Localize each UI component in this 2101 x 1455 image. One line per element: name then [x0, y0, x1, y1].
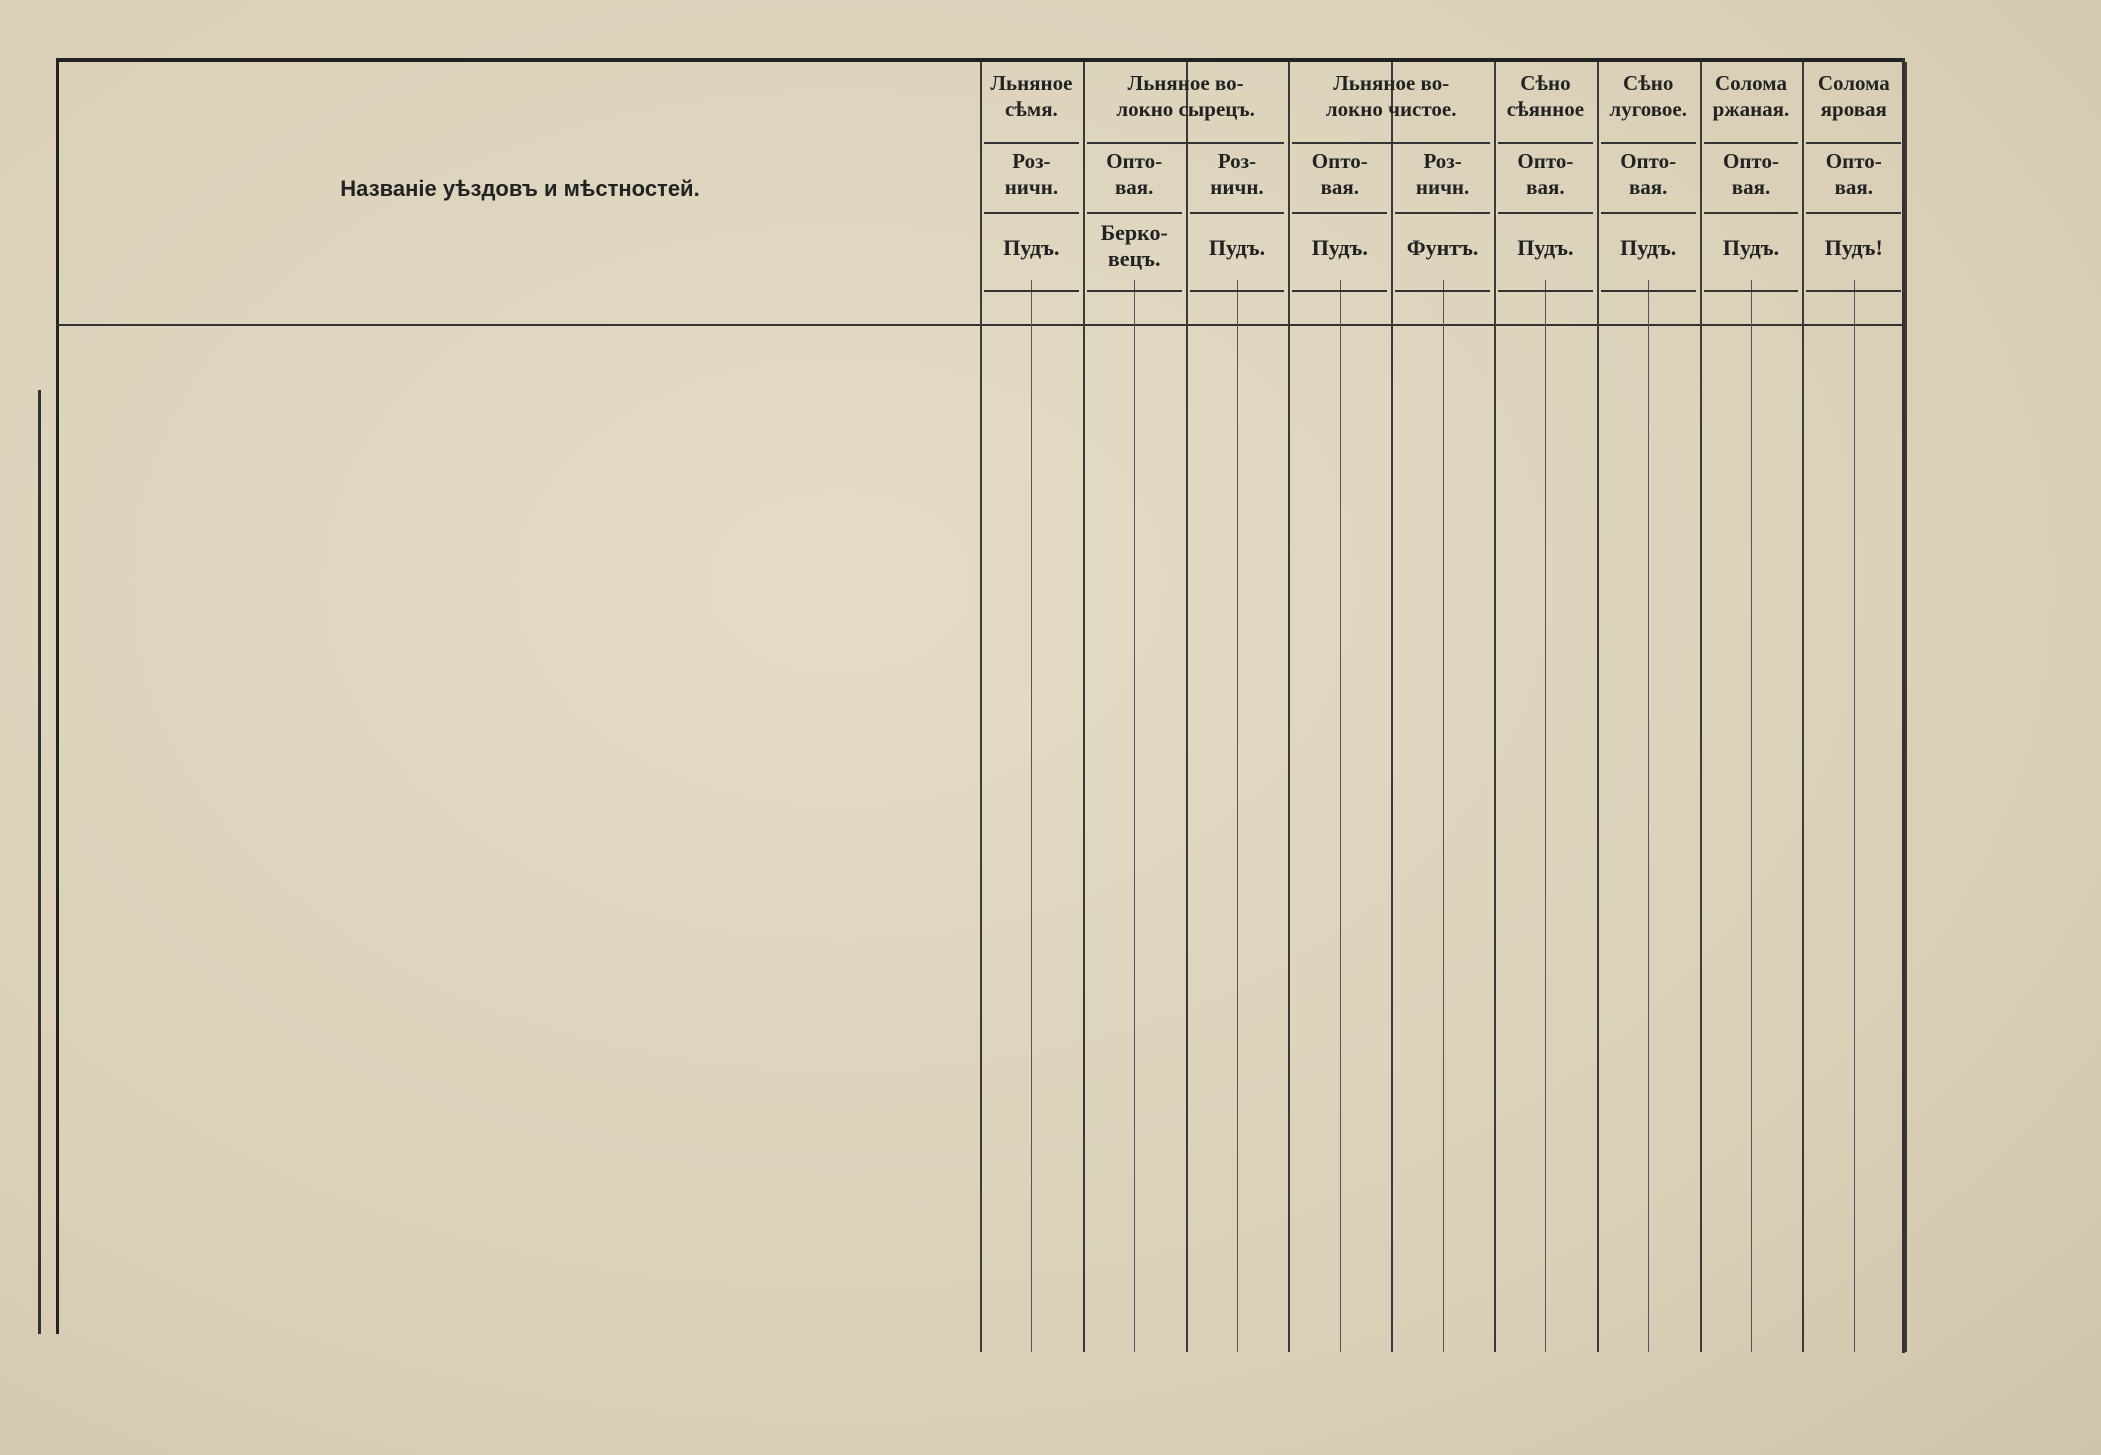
column-rule	[1751, 280, 1752, 1352]
column-header-sale-type: Опто- вая.	[1311, 149, 1368, 199]
column-rule	[1134, 280, 1135, 1352]
header-rule	[1395, 212, 1490, 214]
column-header-sale-type: Роз- ничн.	[1210, 149, 1264, 199]
column-header-unit: Пудъ.	[1003, 235, 1060, 260]
header-rule	[1704, 290, 1799, 292]
header-rule	[1087, 212, 1182, 214]
column-rule	[1854, 280, 1855, 1352]
column-header-unit: Берко- вецъ.	[1100, 220, 1168, 271]
header-rule	[984, 290, 1079, 292]
header-rule	[1601, 290, 1696, 292]
header-rule	[1704, 212, 1799, 214]
header-rule	[1087, 142, 1285, 144]
column-rule	[1545, 280, 1546, 1352]
column-header-unit: Пудъ.	[1517, 235, 1574, 260]
header-rule	[1190, 212, 1285, 214]
header-rule	[1806, 212, 1901, 214]
column-rule	[1340, 280, 1341, 1352]
column-rule	[1648, 280, 1649, 1352]
header-rule	[984, 212, 1079, 214]
header-rule	[1601, 212, 1696, 214]
header-rule	[1498, 212, 1593, 214]
column-header-product: Солома яровая	[1817, 71, 1890, 121]
header-rule	[1601, 142, 1696, 144]
header-rule	[1498, 142, 1593, 144]
header-rule	[1087, 290, 1182, 292]
column-header-unit: Пудъ.	[1620, 235, 1677, 260]
column-header-product: Льняное во- локно чистое.	[1325, 71, 1457, 121]
column-header-sale-type: Опто- вая.	[1517, 149, 1574, 199]
header-rule	[1292, 212, 1387, 214]
column-header-unit: Пудъ.	[1311, 235, 1368, 260]
header-rule	[1395, 290, 1490, 292]
header-rule	[1704, 142, 1799, 144]
column-header-product: Сѣно луговое.	[1609, 71, 1687, 121]
header-rule	[1498, 290, 1593, 292]
column-header-unit: Пудъ.	[1208, 235, 1266, 260]
header-rule	[1190, 290, 1285, 292]
left-margin-mark	[38, 470, 41, 1334]
column-header-sale-type: Опто- вая.	[1106, 149, 1163, 199]
column-header-sale-type: Роз- ничн.	[1415, 149, 1470, 199]
column-rule	[1905, 62, 1907, 1352]
header-rule	[1806, 142, 1901, 144]
column-header-unit: Фунтъ.	[1406, 235, 1479, 260]
column-header-product: Льняное сѣмя.	[990, 71, 1073, 121]
header-rule	[1292, 142, 1490, 144]
column-header-sale-type: Опто- вая.	[1825, 149, 1882, 199]
column-header-name: Названіе уѣздовъ и мѣстностей.	[340, 176, 700, 201]
column-rule	[1031, 280, 1032, 1352]
column-header-product: Сѣно сѣянное	[1506, 71, 1585, 121]
header-rule	[1806, 290, 1901, 292]
column-header-unit: Пудъ!	[1824, 235, 1883, 260]
header-rule	[1292, 290, 1387, 292]
column-header-product: Льняное во- локно сырецъ.	[1116, 71, 1255, 121]
column-rule	[1443, 280, 1444, 1352]
column-rule	[1237, 280, 1238, 1352]
column-header-sale-type: Опто- вая.	[1620, 149, 1677, 199]
column-header-sale-type: Опто- вая.	[1723, 149, 1779, 199]
table-left-rule	[56, 58, 59, 1334]
column-header-product: Солома ржаная.	[1712, 71, 1790, 121]
column-header-sale-type: Роз- ничн.	[1004, 149, 1059, 199]
column-header-unit: Пудъ.	[1722, 235, 1780, 260]
header-rule	[984, 142, 1079, 144]
